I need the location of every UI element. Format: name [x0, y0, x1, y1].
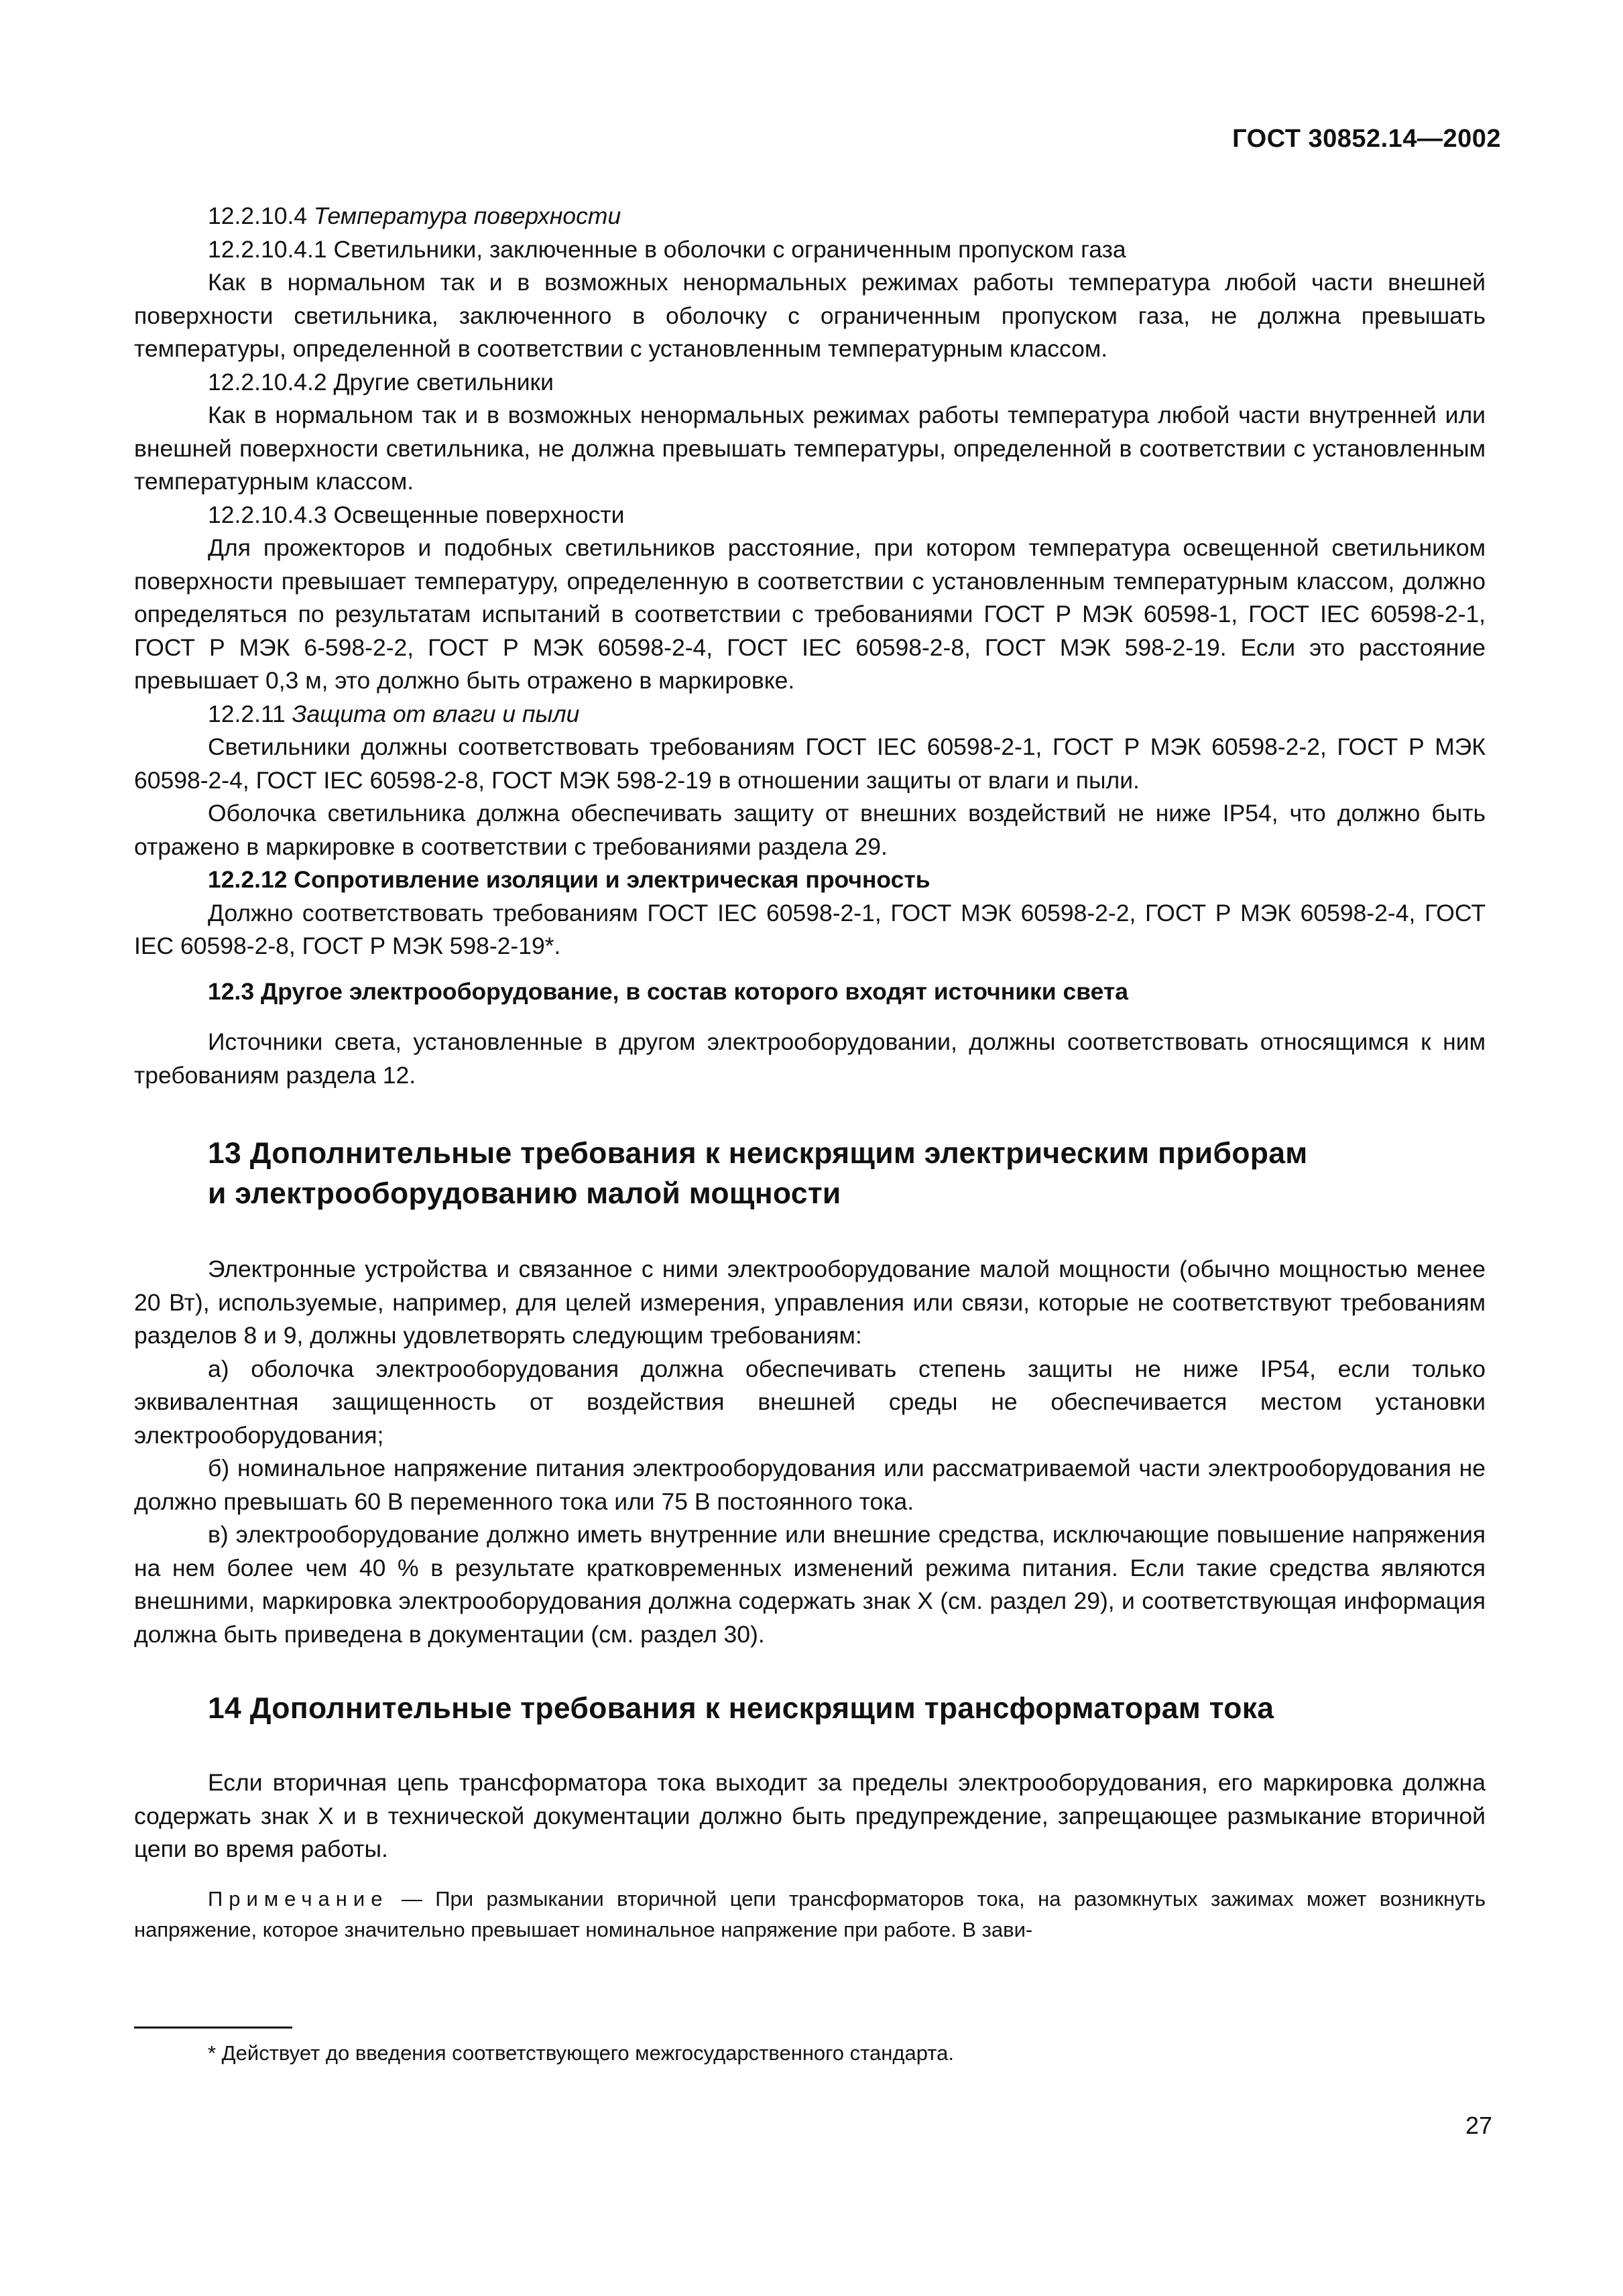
paragraph: Оболочка светильника должна обеспечивать защиту от внешних воздействий не ниже IP54, что должно быть отражено в маркировке в соответствии с требованиями раздела 29. — [134, 800, 1486, 860]
subsection-12-3: 12.3 Другое электрооборудование, в состав которого входят источники света — [208, 977, 1128, 1005]
footnote-separator — [134, 2027, 292, 2029]
paragraph: Как в нормальном так и в возможных ненормальных режимах работы температура любой части внешней поверхности светильника, заключенного в оболочку с ограниченным пропуском газа, не должна превышать температуры, определенной в соответствии с установленным температурным классом. — [134, 269, 1486, 362]
subsection-12-2-10-4 — [134, 200, 1486, 233]
list-item-c: в) электрооборудование должно иметь внутренние или внешние средства, исключающие повышение напряжения на нем более чем 40 % в результате кратковременных изменений режима питания. Если такие средства являются внешними, маркировка электрооборудования должна содержать знак X (см. раздел 29), и соответствующая информация должна быть приведена в документации (см. раздел 30). — [134, 1521, 1486, 1648]
paragraph: Если вторичная цепь трансформатора тока выходит за пределы электрооборудования, его маркировка должна содержать знак X и в технической документации должно быть предупреждение, запрещающее размыкание вторичной цепи во время работы. — [134, 1769, 1486, 1862]
heading-line: 13 Дополнительные требования к неискрящим электрическим приборам — [208, 1137, 1308, 1170]
paragraph: Электронные устройства и связанное с ними электрооборудование малой мощности (обычно мощностью менее 20 Вт), используемые, например, для целей измерения, управления или связи, которые не соответствуют требованиям разделов 8 и 9, должны удовлетворять следующим требованиям: — [134, 1256, 1486, 1349]
subsection-12-2-10-4-3: 12.2.10.4.3 Освещенные поверхности — [208, 501, 625, 528]
note-text: — При размыкании вторичной цепи трансформаторов тока, на разомкнутых зажимах может возникнуть напряжение, которое значительно превышает номинальное напряжение при работе. В зави- — [134, 1886, 1486, 1941]
subsection-12-2-10-4-1: 12.2.10.4.1 Светильники, заключенные в оболочки с ограниченным пропуском газа — [208, 235, 1126, 263]
paragraph: Для прожекторов и подобных светильников расстояние, при котором температура освещенной светильником поверхности превышает температуру, определенную в соответствии с установленным температурным классом, должно определяться по результатам испытаний в соответствии с требованиями ГОСТ Р МЭК 60598-1, ГОСТ IEC 60598-2-1, ГОСТ Р МЭК 6-598-2-2, ГОСТ Р МЭК 60598-2-4, ГОСТ IEC 60598-2-8, ГОСТ МЭК 598-2-19. Если это расстояние превышает 0,3 м, это должно быть отражено в маркировке. — [134, 534, 1486, 694]
subsection-number: 12.2.10.4 — [208, 202, 314, 229]
subsection-12-2-10-4-2: 12.2.10.4.2 Другие светильники — [208, 368, 554, 396]
document-header-code: ГОСТ 30852.14—2002 — [1232, 125, 1501, 153]
section-13-heading — [208, 1134, 1486, 1214]
document-body — [134, 200, 1486, 1945]
subsection-title: Температура поверхности — [313, 202, 621, 229]
section-14-heading: 14 Дополнительные требования к неискрящим трансформаторам тока — [208, 1692, 1274, 1725]
paragraph: Светильники должны соответствовать требованиям ГОСТ IEC 60598-2-1, ГОСТ Р МЭК 60598-2-2, ГОСТ Р МЭК 60598-2-4, ГОСТ IEC 60598-2-8, ГОСТ МЭК 598-2-19 в отношении защиты от влаги и пыли. — [134, 733, 1486, 794]
subsection-12-2-12: 12.2.12 Сопротивление изоляции и электрическая прочность — [208, 866, 930, 893]
list-item-b: б) номинальное напряжение питания электрооборудования или рассматриваемой части электрооборудования не должно превышать 60 В переменного тока или 75 В постоянного тока. — [134, 1455, 1486, 1515]
paragraph: Как в нормальном так и в возможных ненормальных режимах работы температура любой части внутренней или внешней поверхности светильника, не должна превышать температуры, определенной в соответствии с установленным температурным классом. — [134, 402, 1486, 495]
note — [134, 1884, 1486, 1945]
subsection-number: 12.2.11 — [208, 700, 292, 727]
footnote: * Действует до введения соответствующего межгосударственного стандарта. — [208, 2041, 954, 2065]
subsection-title: Защита от влаги и пыли — [292, 700, 580, 727]
note-label: Примечание — [208, 1886, 389, 1911]
paragraph: Должно соответствовать требованиям ГОСТ IEC 60598-2-1, ГОСТ МЭК 60598-2-2, ГОСТ Р МЭК 60598-2-4, ГОСТ IEC 60598-2-8, ГОСТ Р МЭК 598-2-19*. — [134, 899, 1486, 959]
paragraph: Источники света, установленные в другом электрооборудовании, должны соответствовать относящимся к ним требованиям раздела 12. — [134, 1028, 1486, 1089]
page-number: 27 — [1465, 2112, 1492, 2139]
subsection-12-2-11 — [134, 698, 1486, 731]
list-item-a: а) оболочка электрооборудования должна обеспечивать степень защиты не ниже IP54, если только эквивалентная защищенность от воздействия внешней среды не обеспечивается местом установки электрооборудования; — [134, 1355, 1486, 1449]
heading-line: и электрооборудованию малой мощности — [208, 1177, 841, 1210]
